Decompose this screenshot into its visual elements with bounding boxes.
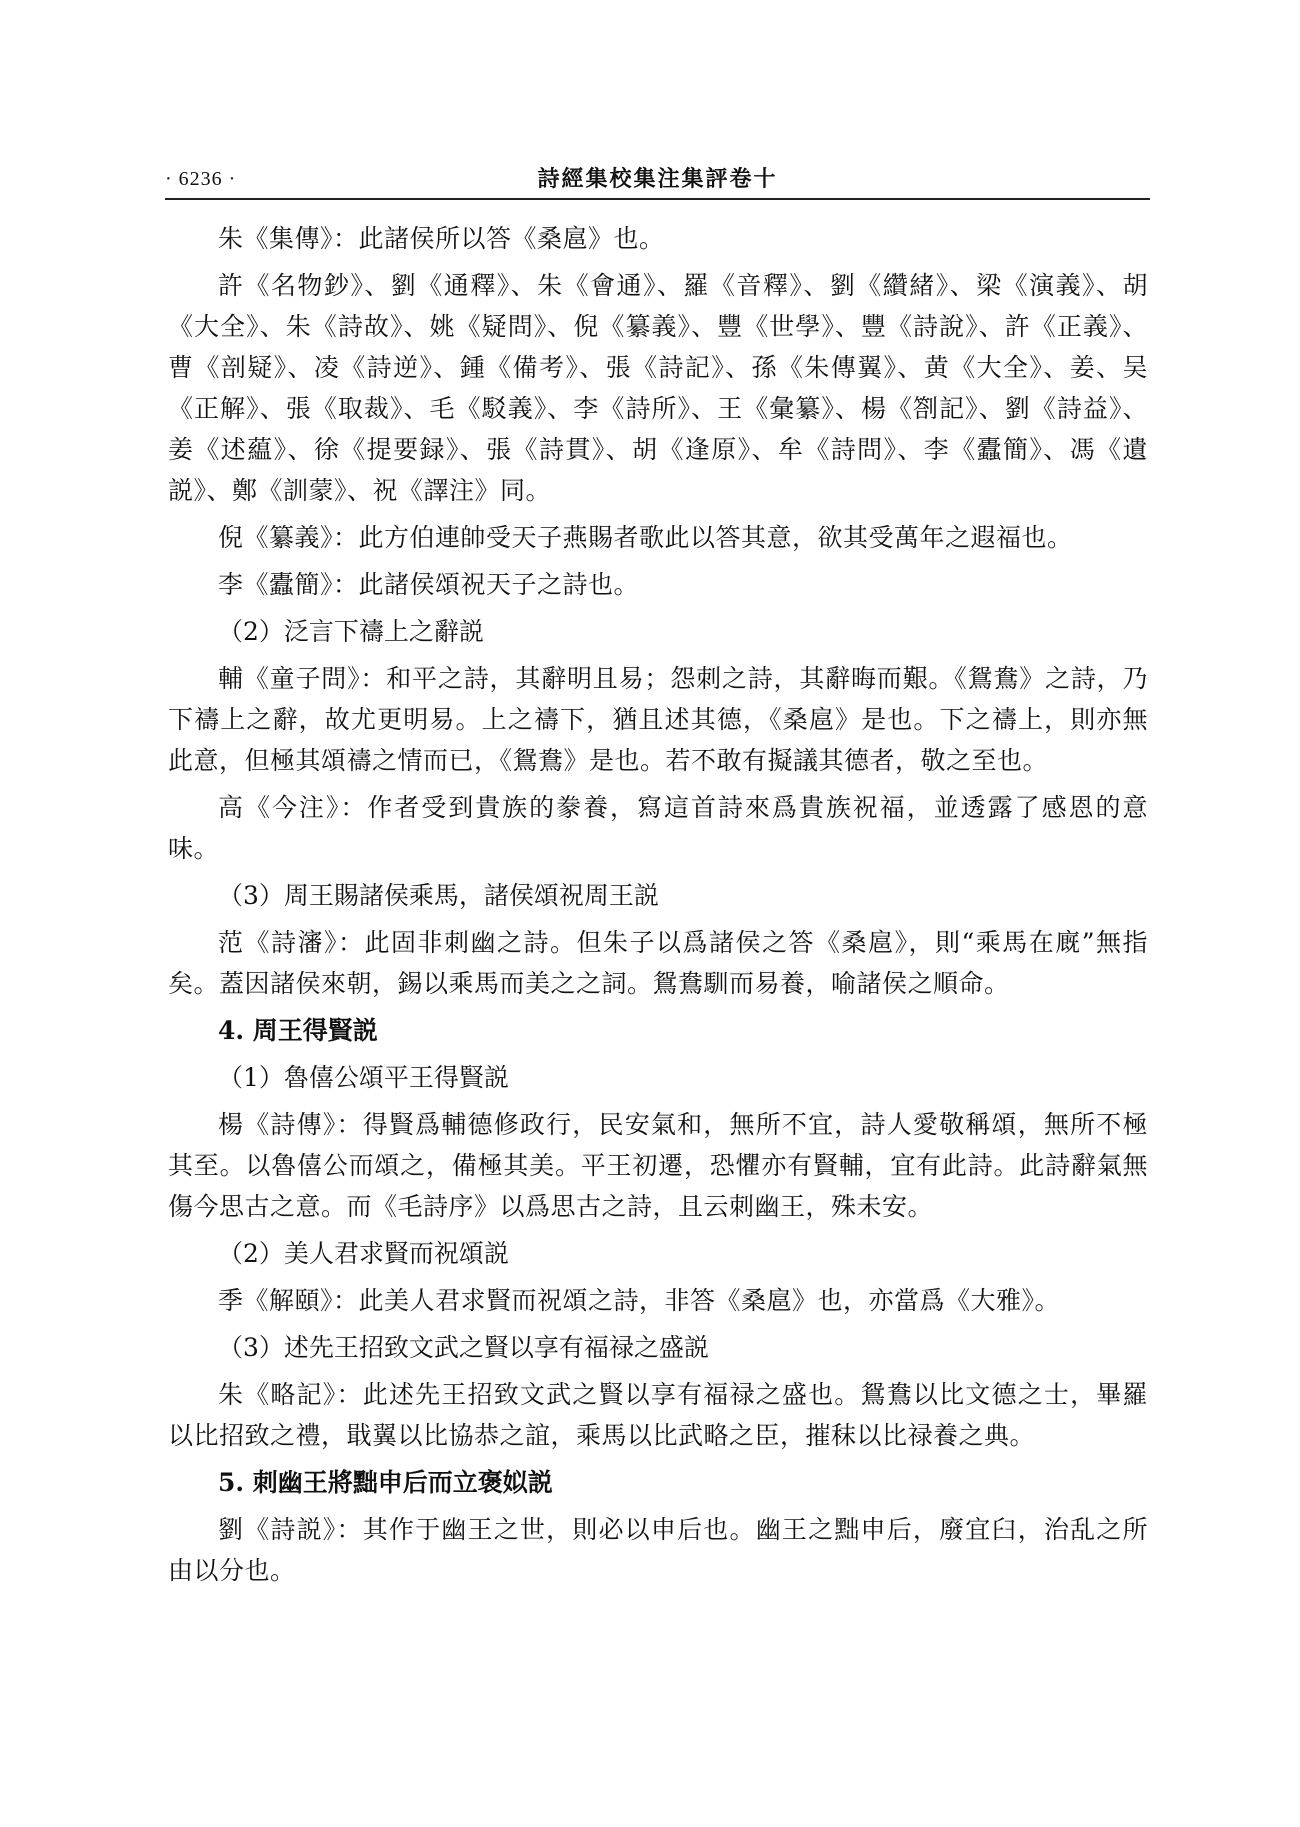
paragraph: 高《今注》：作者受到貴族的豢養，寫這首詩來爲貴族祝福，並透露了感恩的意味。 — [168, 793, 1148, 863]
paragraph: 范《詩瀋》：此固非刺幽之詩。但朱子以爲諸侯之答《桑扈》，則“乘馬在廐”無指矣。蓋因諸侯來朝，錫以乘馬而美之之詞。鴛鴦馴而易養，喻諸侯之順命。 — [168, 928, 1148, 998]
paragraph: 倪《纂義》：此方伯連帥受天子燕賜者歌此以答其意，欲其受萬年之遐福也。 — [218, 523, 1073, 552]
header-rule — [165, 198, 1150, 200]
section-heading: （2）泛言下禱上之辭説 — [218, 617, 484, 646]
section-heading: （1）魯僖公頌平王得賢説 — [218, 1063, 509, 1092]
paragraph: 李《蠹簡》：此諸侯頌祝天子之詩也。 — [218, 570, 640, 599]
page-number: · 6236 · — [165, 168, 237, 190]
page-header — [165, 162, 1150, 196]
section-heading: （3）周王賜諸侯乘馬，諸侯頌祝周王説 — [218, 881, 659, 910]
section-heading: 5. 刺幽王將黜申后而立褒姒説 — [218, 1468, 553, 1497]
paragraph: 劉《詩説》：其作于幽王之世，則必以申后也。幽王之黜申后，廢宜臼，治乱之所由以分也。 — [168, 1515, 1148, 1585]
paragraph: 輔《童子問》：和平之詩，其辭明且易；怨刺之詩，其辭晦而艱。《鴛鴦》之詩，乃下禱上之辭，故尤更明易。上之禱下，猶且述其德，《桑扈》是也。下之禱上，則亦無此意，但極其頌禱之情而已，《鴛鴦》是也。若不敢有擬議其德者，敬之至也。 — [168, 664, 1148, 775]
paragraph: 朱《略記》：此述先王招致文武之賢以享有福禄之盛也。鴛鴦以比文德之士，畢羅以比招致之禮，戢翼以比協恭之誼，乘馬以比武略之臣，摧秣以比禄養之典。 — [168, 1380, 1148, 1450]
paragraph: 許《名物鈔》、劉《通釋》、朱《會通》、羅《音釋》、劉《纘緒》、梁《演義》、胡《大全》、朱《詩故》、姚《疑問》、倪《纂義》、豐《世學》、豐《詩說》、許《正義》、曹《剖疑》、凌《詩逆》、鍾《備考》、張《詩記》、孫《朱傳翼》、黄《大全》、姜、吴《正解》、張《取裁》、毛《駁義》、李《詩所》、王《彙纂》、楊《劄記》、劉《詩益》、姜《述藴》、徐《提要録》、張《詩貫》、胡《逢原》、牟《詩問》、李《蠹簡》、馮《遺説》、鄭《訓蒙》、祝《譯注》同。 — [168, 271, 1148, 505]
body-text — [168, 218, 1148, 1597]
paragraph: 季《解頤》：此美人君求賢而祝頌之詩，非答《桑扈》也，亦當爲《大雅》。 — [218, 1286, 1061, 1315]
paragraph: 楊《詩傳》：得賢爲輔德修政行，民安氣和，無所不宜，詩人愛敬稱頌，無所不極其至。以魯僖公而頌之，備極其美。平王初遷，恐懼亦有賢輔，宜有此詩。此詩辭氣無傷今思古之意。而《毛詩序》以爲思古之詩，且云刺幽王，殊未安。 — [168, 1110, 1148, 1221]
section-heading: （3）述先王招致文武之賢以享有福禄之盛説 — [218, 1333, 709, 1362]
section-heading: 4. 周王得賢説 — [218, 1016, 378, 1045]
section-heading: （2）美人君求賢而祝頌説 — [218, 1239, 509, 1268]
paragraph: 朱《集傳》：此諸侯所以答《桑扈》也。 — [218, 224, 665, 253]
running-title: 詩經集校集注集評卷十 — [537, 166, 778, 192]
